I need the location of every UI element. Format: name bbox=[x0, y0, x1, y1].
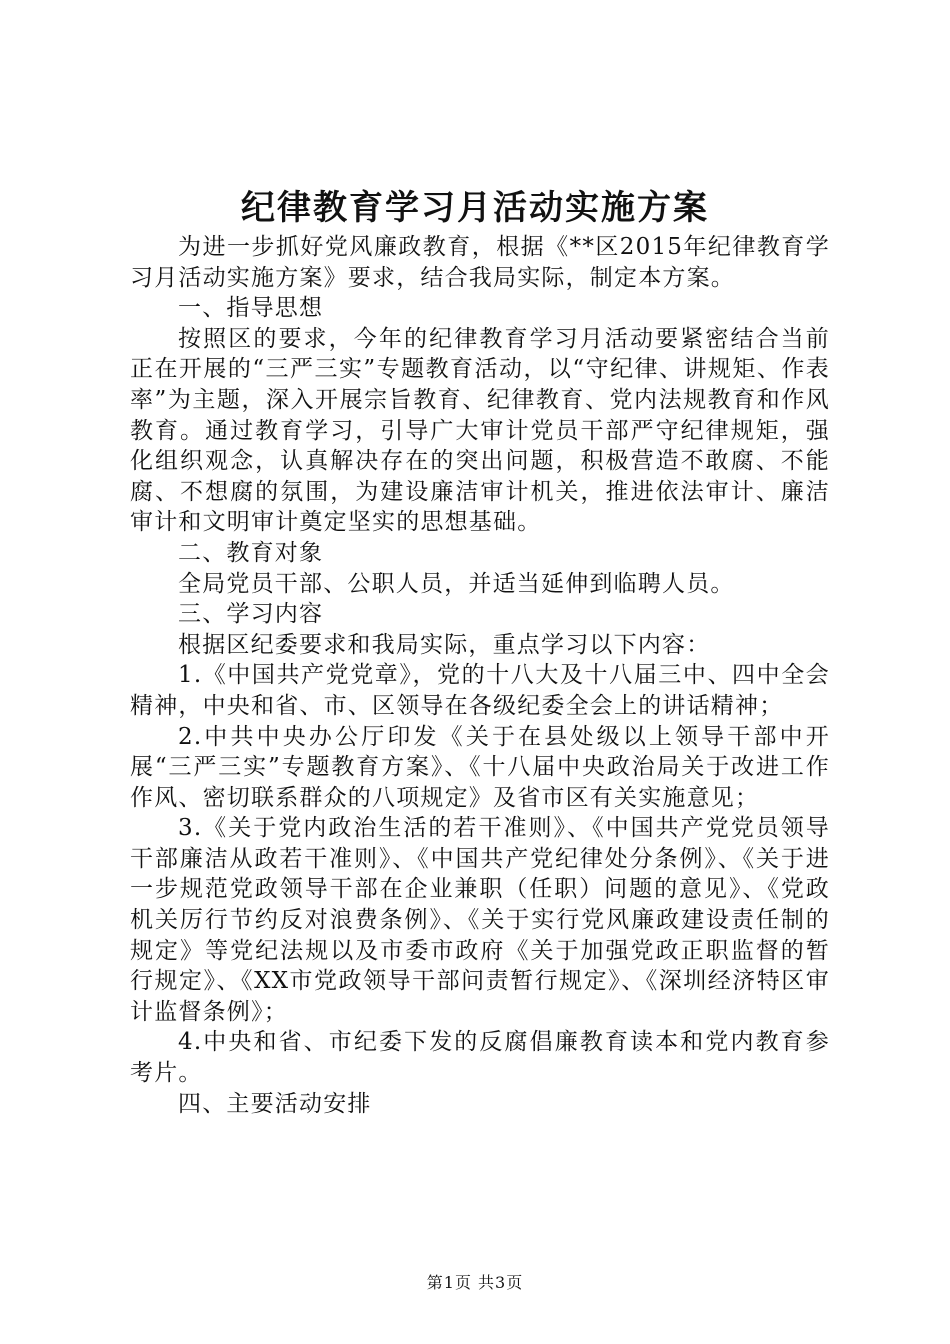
section-heading-activities: 四、主要活动安排 bbox=[178, 1090, 372, 1117]
document-title: 纪律教育学习月活动实施方案 bbox=[241, 188, 709, 228]
section-heading-audience: 二、教育对象 bbox=[178, 539, 324, 566]
document-body bbox=[130, 232, 830, 1119]
content-item-3: 3.《关于党内政治生活的若干准则》、《中国共产党党员领导干部廉洁从政若干准则》、《中国共产党纪律处分条例》、《关于进一步规范党政领导干部在企业兼职（任职）问题的意见》、《党政机关厉行节约反对浪费条例》、《关于实行党风廉政建设责任制的规定》等党纪法规以及市委市政府《关于加强党政正职监督的暂行规定》、《XX市党政领导干部问责暂行规定》、《深圳经济特区审计监督条例》； bbox=[130, 815, 830, 1025]
page-footer: 第1页 共3页 bbox=[426, 1273, 524, 1292]
intro-paragraph: 为进一步抓好党风廉政教育，根据《**区2015年纪律教育学习月活动实施方案》要求，结合我局实际，制定本方案。 bbox=[130, 234, 830, 291]
content-item-1: 1.《中国共产党党章》，党的十八大及十八届三中、四中全会精神，中央和省、市、区领导在各级纪委全会上的讲话精神； bbox=[130, 662, 830, 719]
audience-paragraph: 全局党员干部、公职人员，并适当延伸到临聘人员。 bbox=[178, 570, 735, 597]
content-item-4: 4.中央和省、市纪委下发的反腐倡廉教育读本和党内教育参考片。 bbox=[130, 1029, 830, 1087]
guiding-thought-paragraph: 按照区的要求，今年的纪律教育学习月活动要紧密结合当前正在开展的“三严三实”专题教育活动，以“守纪律、讲规矩、作表率”为主题，深入开展宗旨教育、纪律教育、党内法规教育和作风教育。通过教育学习，引导广大审计党员干部严守纪律规矩，强化组织观念，认真解决存在的突出问题，积极营造不敢腐、不能腐、不想腐的氛围，为建设廉洁审计机关，推进依法审计、廉洁审计和文明审计奠定坚实的思想基础。 bbox=[130, 325, 830, 536]
section-heading-content: 三、学习内容 bbox=[178, 601, 324, 628]
content-item-2: 2.中共中央办公厅印发《关于在县处级以上领导干部中开展“三严三实”专题教育方案》、《十八届中央政治局关于改进工作作风、密切联系群众的八项规定》及省市区有关实施意见； bbox=[130, 723, 830, 811]
section-heading-guiding-thought: 一、指导思想 bbox=[178, 295, 324, 322]
content-intro-paragraph: 根据区纪委要求和我局实际，重点学习以下内容： bbox=[178, 631, 711, 658]
